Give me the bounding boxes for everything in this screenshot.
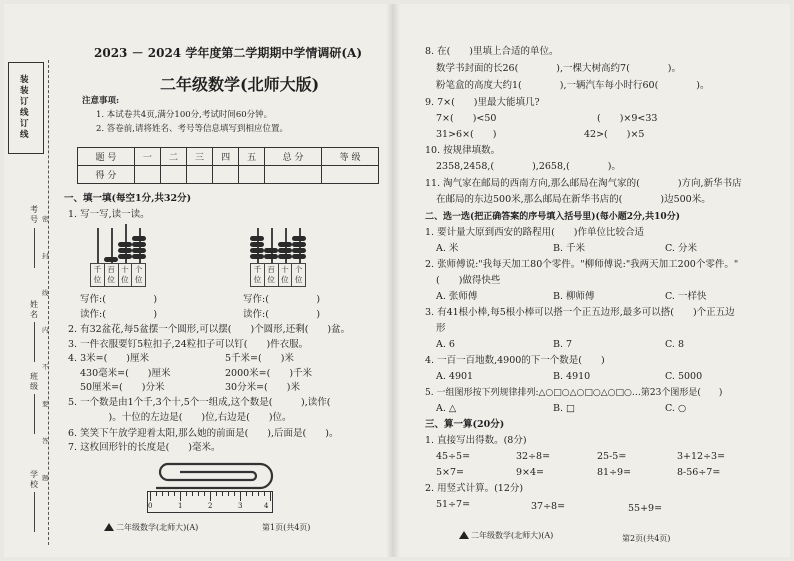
field-class: 班级 [30,372,38,391]
score-cell[interactable] [322,166,379,184]
abacus1-label: 百位 [105,264,119,286]
score-table-cell: 一 [134,148,160,166]
score-table-cell: 四 [213,148,239,166]
q1-read-2[interactable]: 读作:( ) [243,309,321,320]
score-row-label: 得 分 [78,166,135,184]
ruler [147,491,273,513]
s2-q1-option-b[interactable]: B. 千米 [553,243,586,254]
q1-read-1[interactable]: 读作:( ) [80,309,158,320]
q7-text: 7. 这枚回形针的长度是( )毫米。 [68,442,221,453]
seal-note-3: 线 [42,289,49,297]
exam-subtitle: 二年级数学(北师大版) [160,75,320,94]
s3-q1: 1. 直接写出得数。(8分) [425,435,527,446]
score-cell[interactable] [134,166,160,184]
score-table [77,147,379,184]
s2-q2-line-1: 2. 张师傅说:"我每天加工80个零件。"柳师傅说:"我两天加工200个零件。" [425,259,739,270]
section2-title: 二、选一选(把正确答案的序号填入括号里)(每小题2分,共10分) [425,212,680,222]
seal-note-6: 要 [42,400,49,408]
ruler-number: 3 [238,502,243,510]
calc-item[interactable]: 81÷9= [597,467,632,478]
score-cell[interactable] [265,166,322,184]
calc-item[interactable]: 25-5= [597,451,627,462]
s2-q2-option-a[interactable]: A. 张师傅 [436,291,478,302]
s2-q4: 4. 一百一百地数,4900的下一个数是( ) [425,355,605,366]
vertical-calc-item[interactable]: 51÷7= [436,499,471,510]
score-table-cell: 题 号 [78,148,135,166]
calc-item[interactable]: 9×4= [516,467,545,478]
q4-e: 50厘米=( )分米 [80,382,165,393]
q10-text: 10. 按规律填数。 [425,145,501,156]
q4-c: 430毫米=( )厘米 [80,368,171,379]
s2-q2-option-b[interactable]: B. 柳师傅 [553,291,595,302]
seal-note-7: 答 [42,437,49,445]
page-fold [386,4,400,557]
paper-clip-icon [150,458,280,494]
q4-d: 2000米=( )千米 [225,368,313,379]
score-table-cell: 三 [187,148,213,166]
q11-line-2: 在邮局的东边500米,那么邮局在新华书店的( )边500米。 [436,194,711,205]
q5-line-1: 5. 一个数是由1个千,3个十,5个一组成,这个数是( ),读作( [68,397,331,408]
field-exam-number-line [34,228,35,268]
notice-heading: 注意事项: [82,96,120,106]
q8-line-2: 粉笔盒的高度大约1( ),一辆汽车每小时行60( )。 [436,80,710,91]
score-cell[interactable] [187,166,213,184]
score-cell[interactable] [239,166,265,184]
footer-page-2: 第2页(共4页) [622,534,671,543]
s2-q2-line-2: ( )做得快些 [436,275,501,286]
q5-line-2: )。十位的左边是( )位,右边是( )位。 [80,412,292,423]
abacus1-label: 千位 [91,264,105,286]
field-name: 姓名 [30,300,38,319]
q4-f: 30分米=( )米 [225,382,300,393]
calc-item[interactable]: 32÷8= [516,451,551,462]
q10-line: 2358,2458,( ),2658,( )。 [436,161,621,172]
abacus2-label: 百位 [265,264,279,286]
s2-q3-line-2: 形 [436,323,446,334]
field-class-line [34,394,35,434]
s2-q1: 1. 要计量大原到西安的路程用( )作单位比较合适 [425,227,644,238]
ruler-number: 4 [264,502,269,510]
q9-c: 31>6×( ) [436,129,497,140]
section3-title: 三、算一算(20分) [425,419,505,430]
section1-title: 一、填一填(每空1分,共32分) [64,193,192,204]
abacus2-label: 千位 [251,264,265,286]
q3-text: 3. 一件衣服要钉5粒扣子,24粒扣子可以钉( )件衣服。 [68,339,309,350]
notice-item-1: 1. 本试卷共4页,满分100分,考试时间60分钟。 [96,110,273,120]
footer-left-label: 二年级数学(北师大)(A) [116,523,199,532]
score-cell[interactable] [160,166,186,184]
score-cell[interactable] [213,166,239,184]
calc-item[interactable]: 45÷5= [436,451,471,462]
q1-write-1[interactable]: 写作:( ) [80,294,158,305]
triangle-icon [104,523,114,531]
s2-q3-line-1: 3. 有41根小棒,每5根小棒可以搭一个正五边形,最多可以搭( )个正五边 [425,307,735,318]
seal-note-4: 内 [42,326,49,334]
score-table-header-row [78,148,379,166]
s2-q2-option-c[interactable]: C. 一样快 [665,291,707,302]
seal-label: 装装订线订线 [20,75,29,140]
s2-q4-option-b[interactable]: B. 4910 [553,371,591,382]
score-table-cell: 五 [239,148,265,166]
q9-d: 42>( )×5 [584,129,645,140]
q1-text: 1. 写一写,读一读。 [68,209,150,220]
s2-q1-option-a[interactable]: A. 米 [436,243,459,254]
q6-text: 6. 笑笑下午放学迎着太阳,那么她的前面是( ),后面是( )。 [68,428,339,439]
abacus2-label: 十位 [279,264,293,286]
score-table-cell: 等 级 [322,148,379,166]
exam-title: 2023 － 2024 学年度第二学期期中学情调研(A) [94,46,362,60]
s2-q4-option-c[interactable]: C. 5000 [665,371,703,382]
triangle-icon [459,531,469,539]
footer-right [459,530,553,541]
ruler-number: 0 [148,502,153,510]
seal-note-2: 封 [42,252,49,260]
s3-q2: 2. 用竖式计算。(12分) [425,483,524,494]
ruler-number: 2 [208,502,213,510]
field-exam-number: 考号 [30,205,38,224]
s2-q5-option-b[interactable]: B. □ [553,403,575,414]
footer-left [104,522,198,533]
footer-page-1: 第1页(共4页) [262,523,311,532]
q8-text: 8. 在( )里填上合适的单位。 [425,46,559,57]
seal-note-8: 题 [42,474,49,482]
s2-q4-option-a[interactable]: A. 4901 [436,371,474,382]
abacus1-label: 个位 [134,265,143,284]
vertical-calc-item[interactable]: 37÷8= [531,501,566,512]
binding-dashed-line [48,60,49,545]
q11-line-1: 11. 淘气家在邮局的西南方向,那么邮局在淘气家的( )方向,新华书店 [425,178,742,189]
s2-q5-option-c[interactable]: C. ○ [665,403,687,414]
s2-q5: 5. 一组图形按下列规律排列:△○□○△○□○△○□○…第23个图形是( ) [425,388,723,398]
q1-write-2[interactable]: 写作:( ) [243,294,321,305]
footer-right-label: 二年级数学(北师大)(A) [471,531,554,540]
s2-q3-option-a[interactable]: A. 6 [436,339,455,350]
score-table-cell: 总 分 [265,148,322,166]
field-school-line [34,492,35,532]
q2-text: 2. 有32盆花,每5盆摆一个圆形,可以摆( )个圆形,还剩( )盆。 [68,324,351,335]
seal-note-1: 密 [42,215,49,223]
q9-b: ( )×9<33 [597,113,658,124]
field-name-line [34,322,35,362]
s2-q1-option-c[interactable]: C. 分米 [665,243,697,254]
seal-note-5: 不 [42,363,49,371]
q9-text: 9. 7×( )里最大能填几? [425,97,540,108]
vertical-calc-item[interactable]: 55+9= [628,503,663,514]
s2-q3-option-b[interactable]: B. 7 [553,339,573,350]
calc-item[interactable]: 3+12÷3= [677,451,726,462]
ruler-number: 1 [178,502,183,510]
abacus2-label: 个位 [294,265,303,284]
q9-a: 7×( )<50 [436,113,497,124]
calc-item[interactable]: 8-56÷7= [677,467,721,478]
s2-q5-option-a[interactable]: A. △ [436,403,457,414]
field-school: 学校 [30,470,38,489]
score-table-score-row [78,166,379,184]
calc-item[interactable]: 5×7= [436,467,465,478]
abacus1-label: 十位 [119,264,133,286]
score-table-cell: 二 [160,148,186,166]
q4-b: 5千米=( )米 [225,353,294,364]
q8-line-1: 数学书封面的长26( ),一棵大树高约7( )。 [436,63,681,74]
q4-a: 4. 3米=( )厘米 [68,353,150,364]
s2-q3-option-c[interactable]: C. 8 [665,339,685,350]
notice-item-2: 2. 答卷前,请将姓名、考号等信息填写到相应位置。 [96,124,289,134]
